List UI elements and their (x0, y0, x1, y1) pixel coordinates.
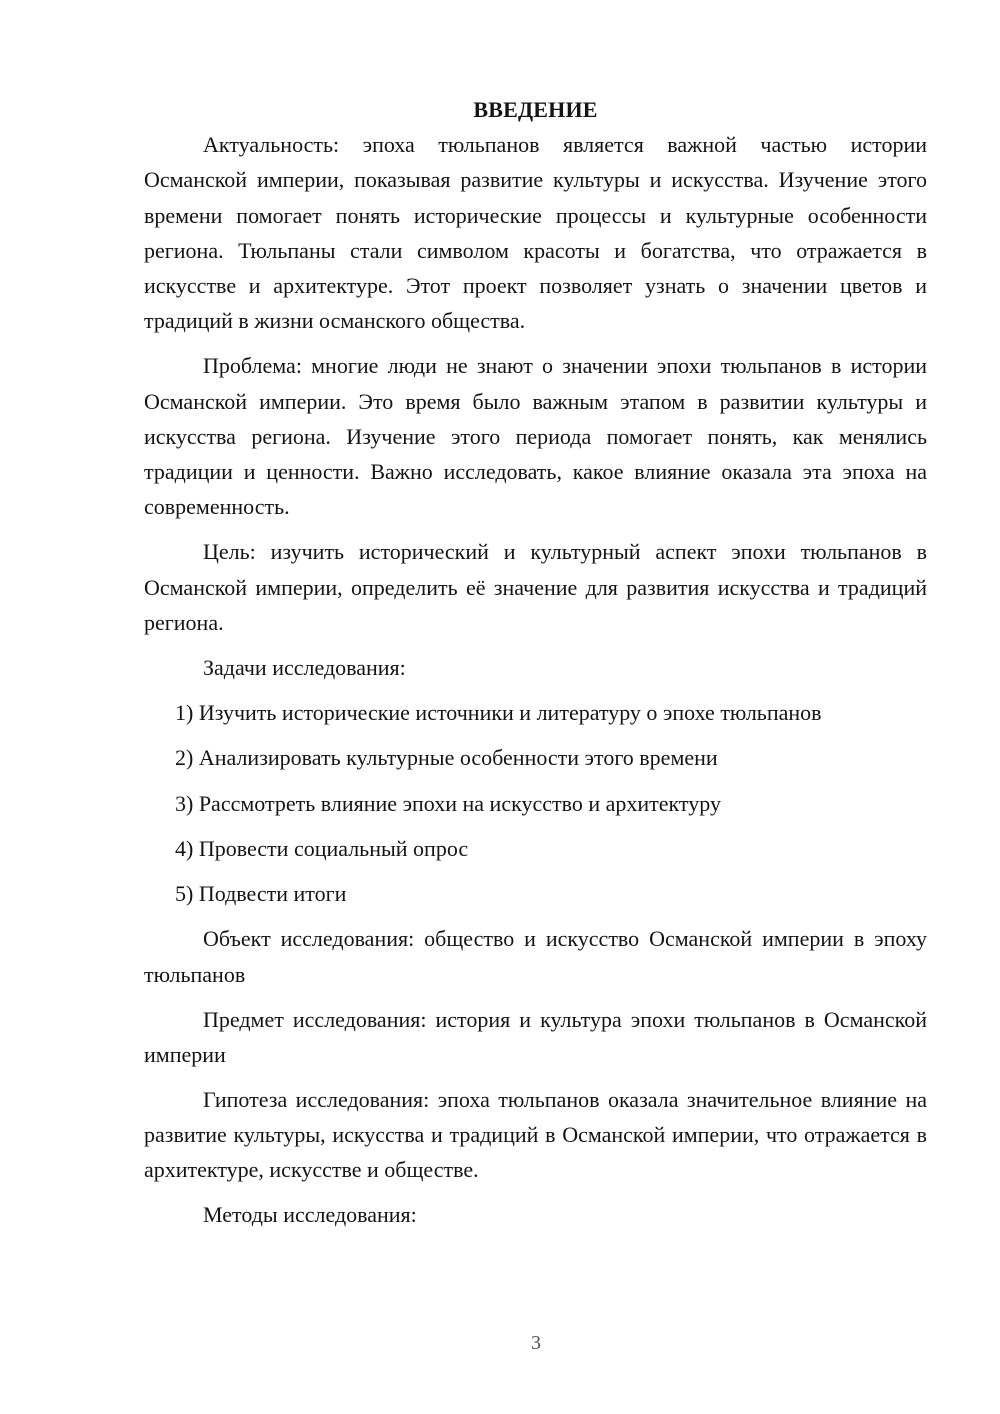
methods-heading: Методы исследования: (203, 1202, 417, 1228)
section-heading: ВВЕДЕНИЕ (473, 97, 598, 122)
goal-paragraph: Цель: изучить исторический и культурный аспект эпохи тюльпанов в Османской империи, определить её значение для развития искусства и традиций региона. (144, 539, 927, 635)
relevance-paragraph: Актуальность: эпоха тюльпанов является важной частью истории Османской империи, показывая развитие культуры и искусства. Изучение этого времени помогает понять исторические процессы и культурные особенности региона. Тюльпаны стали символом красоты и богатства, что отражается в искусстве и архитектуре. Этот проект позволяет узнать о значении цветов и традиций в жизни османского общества. (144, 132, 927, 334)
task-item: 3) Рассмотреть влияние эпохи на искусство и архитектуру (175, 790, 721, 816)
task-item: 1) Изучить исторические источники и литературу о эпохе тюльпанов (175, 699, 822, 725)
tasks-list (144, 695, 927, 911)
task-item: 2) Анализировать культурные особенности этого времени (175, 745, 718, 771)
hypothesis-paragraph: Гипотеза исследования: эпоха тюльпанов оказала значительное влияние на развитие культуры, искусства и традиций в Османской империи, что отражается в архитектуре, искусстве и обществе. (144, 1086, 927, 1183)
problem-paragraph: Проблема: многие люди не знают о значении эпохи тюльпанов в истории Османской империи. Это время было важным этапом в развитии культуры и искусства региона. Изучение этого периода помогает понять, как менялись традиции и ценности. Важно исследовать, какое влияние оказала эта эпоха на современность. (144, 353, 927, 520)
document-page (144, 92, 927, 1242)
task-item: 5) Подвести итоги (175, 881, 347, 907)
page-number: 3 (531, 1332, 541, 1354)
tasks-heading: Задачи исследования: (203, 654, 406, 680)
subject-paragraph: Предмет исследования: история и культура эпохи тюльпанов в Османской империи (144, 1006, 927, 1067)
task-item: 4) Провести социальный опрос (175, 835, 469, 861)
object-paragraph: Объект исследования: общество и искусство Османской империи в эпоху тюльпанов (144, 926, 927, 987)
